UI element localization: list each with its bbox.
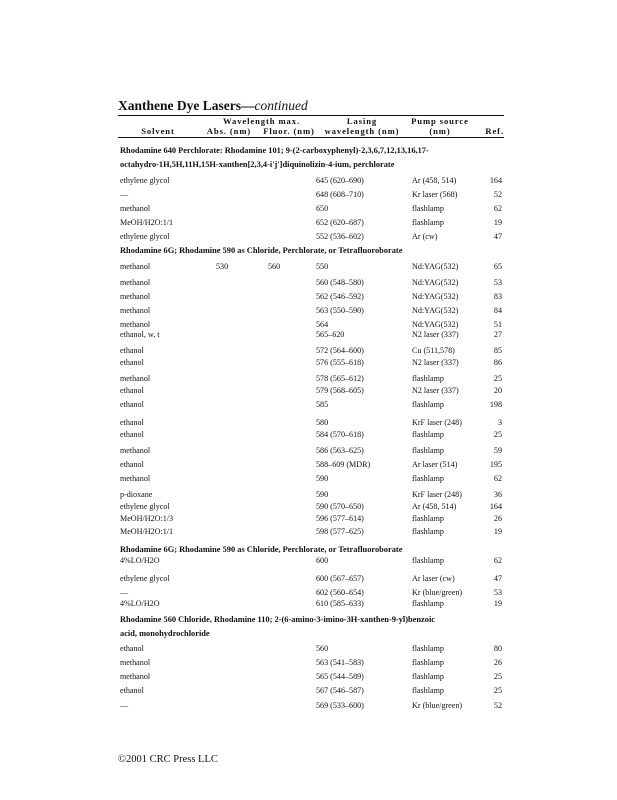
pump-cell: N2 laser (337) (412, 330, 459, 339)
table-row (0, 701, 617, 713)
ref-cell: 164 (489, 176, 502, 185)
table-row (0, 330, 617, 342)
section-heading: acid, monohydrochloride (120, 629, 210, 638)
table-row (0, 190, 617, 202)
header-pump-1: Pump source (411, 116, 469, 126)
ref-cell: 52 (493, 701, 502, 710)
ref-cell: 53 (493, 588, 502, 597)
ref-cell: 25 (493, 430, 502, 439)
lasing-cell: 588–609 (MDR) (316, 460, 371, 469)
lasing-cell: 586 (563–625) (316, 446, 364, 455)
pump-cell: flashlamp (412, 204, 444, 213)
solvent-cell: — (120, 701, 129, 710)
solvent-cell: methanol (120, 446, 151, 455)
ref-cell: 36 (493, 490, 502, 499)
table-row (0, 644, 617, 656)
table-row (0, 346, 617, 358)
pump-cell: flashlamp (412, 400, 444, 409)
table-row (0, 446, 617, 458)
table-row (0, 556, 617, 568)
lasing-cell: 565–620 (316, 330, 345, 339)
pump-cell: flashlamp (412, 658, 444, 667)
ref-cell: 62 (493, 204, 502, 213)
lasing-cell: 590 (316, 490, 329, 499)
ref-cell: 25 (493, 374, 502, 383)
table-row (0, 218, 617, 230)
solvent-cell: methanol (120, 204, 151, 213)
pump-cell: flashlamp (412, 430, 444, 439)
table-row (0, 176, 617, 188)
ref-cell: 65 (493, 262, 502, 271)
header-ref: Ref. (485, 126, 504, 136)
solvent-cell: ethanol (120, 686, 144, 695)
solvent-cell: ethylene glycol (120, 502, 170, 511)
table-row (0, 278, 617, 290)
pump-cell: N2 laser (337) (412, 358, 459, 367)
ref-cell: 80 (493, 644, 502, 653)
pump-cell: Ar laser (cw) (412, 574, 455, 583)
ref-cell: 25 (493, 686, 502, 695)
ref-cell: 20 (493, 386, 502, 395)
pump-cell: Nd:YAG(532) (412, 278, 459, 287)
solvent-cell: ethylene glycol (120, 176, 170, 185)
lasing-cell: 584 (570–618) (316, 430, 364, 439)
ref-cell: 51 (493, 320, 502, 329)
lasing-cell: 590 (316, 474, 329, 483)
ref-cell: 47 (493, 232, 502, 241)
ref-cell: 164 (489, 502, 502, 511)
pump-cell: Kr (blue/green) (412, 588, 463, 597)
section-heading: octahydro-1H,5H,11H,15H-xanthen[2,3,4-i'j']diquinolizin-4-ium, perchlorate (120, 160, 395, 169)
pump-cell: flashlamp (412, 672, 444, 681)
ref-cell: 84 (493, 306, 502, 315)
solvent-cell: ethanol (120, 418, 144, 427)
solvent-cell: methanol (120, 262, 151, 271)
ref-cell: 53 (493, 278, 502, 287)
solvent-cell: MeOH/H2O:1/3 (120, 514, 174, 523)
lasing-cell: 572 (564–600) (316, 346, 364, 355)
lasing-cell: 650 (316, 204, 329, 213)
lasing-cell: 602 (560–654) (316, 588, 364, 597)
lasing-cell: 552 (536–602) (316, 232, 364, 241)
lasing-cell: 600 (567–657) (316, 574, 364, 583)
fluor-cell: 560 (268, 262, 281, 271)
pump-cell: Kr (blue/green) (412, 701, 463, 710)
ref-cell: 19 (493, 599, 502, 608)
pump-cell: Cu (511,578) (412, 346, 455, 355)
pump-cell: flashlamp (412, 599, 444, 608)
pump-cell: flashlamp (412, 514, 444, 523)
pump-cell: KrF laser (248) (412, 490, 462, 499)
pump-cell: flashlamp (412, 644, 444, 653)
pump-cell: KrF laser (248) (412, 418, 462, 427)
lasing-cell: 590 (570–650) (316, 502, 364, 511)
solvent-cell: — (120, 190, 129, 199)
solvent-cell: ethanol (120, 358, 144, 367)
solvent-cell: ethanol (120, 400, 144, 409)
lasing-cell: 648 (608–710) (316, 190, 364, 199)
lasing-cell: 598 (577–625) (316, 527, 364, 536)
section-heading: Rhodamine 640 Perchlorate: Rhodamine 101; 9-(2-carboxyphenyl)-2,3,6,7,12,13,16,17- (120, 146, 429, 155)
header-solvent: Solvent (141, 126, 175, 136)
solvent-cell: methanol (120, 474, 151, 483)
table-row (0, 306, 617, 318)
header-abs: Abs. (nm) (206, 126, 252, 136)
solvent-cell: 4%LO/H2O (120, 599, 160, 608)
solvent-cell: p-dioxane (120, 490, 153, 499)
ref-cell: 52 (493, 190, 502, 199)
section-heading: Rhodamine 6G; Rhodamine 590 as Chloride, Perchlorate, or Tetrafluoroborate (120, 246, 403, 255)
solvent-cell: ethanol, w, t (120, 330, 160, 339)
table-row (0, 386, 617, 398)
lasing-cell: 563 (550–590) (316, 306, 364, 315)
lasing-cell: 560 (548–580) (316, 278, 364, 287)
ref-cell: 62 (493, 556, 502, 565)
solvent-cell: methanol (120, 292, 151, 301)
table-row (0, 204, 617, 216)
solvent-cell: methanol (120, 320, 151, 329)
ref-cell: 3 (497, 418, 502, 427)
solvent-cell: methanol (120, 278, 151, 287)
solvent-cell: ethanol (120, 386, 144, 395)
ref-cell: 195 (489, 460, 502, 469)
solvent-cell: — (120, 588, 129, 597)
pump-cell: Ar (458, 514) (412, 176, 457, 185)
lasing-cell: 580 (316, 418, 329, 427)
table-row (0, 474, 617, 486)
solvent-cell: methanol (120, 672, 151, 681)
table-row (0, 460, 617, 472)
solvent-cell: ethylene glycol (120, 232, 170, 241)
table-row (0, 400, 617, 412)
ref-cell: 26 (493, 658, 502, 667)
table-row (0, 490, 617, 502)
pump-cell: flashlamp (412, 474, 444, 483)
table-row (0, 658, 617, 670)
ref-cell: 62 (493, 474, 502, 483)
ref-cell: 47 (493, 574, 502, 583)
pump-cell: Ar (458, 514) (412, 502, 457, 511)
ref-cell: 19 (493, 218, 502, 227)
pump-cell: Nd:YAG(532) (412, 320, 459, 329)
lasing-cell: 645 (620–690) (316, 176, 364, 185)
header-lasing-1: Lasing (346, 116, 378, 126)
solvent-cell: 4%LO/H2O (120, 556, 160, 565)
table-row (0, 262, 617, 274)
table-row (0, 418, 617, 430)
lasing-cell: 579 (568–605) (316, 386, 364, 395)
ref-cell: 83 (493, 292, 502, 301)
lasing-cell: 567 (546–587) (316, 686, 364, 695)
header-wavelength-max: Wavelength max. (223, 116, 300, 126)
section-heading: Rhodamine 6G; Rhodamine 590 as Chloride, Perchlorate, or Tetrafluoroborate (120, 545, 403, 554)
pump-cell: flashlamp (412, 556, 444, 565)
table-row (0, 502, 617, 514)
pump-cell: Nd:YAG(532) (412, 306, 459, 315)
section-heading: Rhodamine 560 Chloride, Rhodamine 110; 2-(6-amino-3-imino-3H-xanthen-9-yl)benzoic (120, 615, 435, 624)
table-row (0, 358, 617, 370)
pump-cell: flashlamp (412, 527, 444, 536)
ref-cell: 85 (493, 346, 502, 355)
solvent-cell: ethanol (120, 644, 144, 653)
lasing-cell: 610 (585–633) (316, 599, 364, 608)
lasing-cell: 600 (316, 556, 329, 565)
lasing-cell: 562 (546–592) (316, 292, 364, 301)
solvent-cell: methanol (120, 658, 151, 667)
table-row (0, 574, 617, 586)
solvent-cell: ethylene glycol (120, 574, 170, 583)
solvent-cell: ethanol (120, 346, 144, 355)
ref-cell: 26 (493, 514, 502, 523)
table-row (0, 686, 617, 698)
lasing-cell: 564 (316, 320, 329, 329)
header-bottom-rule (118, 137, 504, 138)
table-row (0, 514, 617, 526)
lasing-cell: 569 (533–600) (316, 701, 364, 710)
pump-cell: flashlamp (412, 446, 444, 455)
ref-cell: 27 (493, 330, 502, 339)
ref-cell: 198 (489, 400, 502, 409)
table-row (0, 232, 617, 244)
solvent-cell: methanol (120, 306, 151, 315)
pump-cell: Kr laser (568) (412, 190, 458, 199)
ref-cell: 86 (493, 358, 502, 367)
title-main: Xanthene Dye Lasers— (118, 98, 255, 113)
copyright-footer: ©2001 CRC Press LLC (118, 754, 218, 765)
solvent-cell: ethanol (120, 460, 144, 469)
ref-cell: 19 (493, 527, 502, 536)
ref-cell: 59 (493, 446, 502, 455)
pump-cell: N2 laser (337) (412, 386, 459, 395)
lasing-cell: 578 (565–612) (316, 374, 364, 383)
lasing-cell: 563 (541–583) (316, 658, 364, 667)
abs-cell: 530 (216, 262, 229, 271)
pump-cell: Ar laser (514) (412, 460, 458, 469)
header-fluor: Fluor. (nm) (263, 126, 315, 136)
lasing-cell: 596 (577–614) (316, 514, 364, 523)
pump-cell: Ar (cw) (412, 232, 438, 241)
table-row (0, 292, 617, 304)
lasing-cell: 565 (544–589) (316, 672, 364, 681)
solvent-cell: MeOH/H2O:1/1 (120, 218, 174, 227)
table-title (118, 98, 308, 114)
header-pump-2: (nm) (429, 126, 451, 136)
lasing-cell: 560 (316, 644, 329, 653)
ref-cell: 25 (493, 672, 502, 681)
pump-cell: flashlamp (412, 218, 444, 227)
pump-cell: Nd:YAG(532) (412, 262, 459, 271)
table-row (0, 374, 617, 386)
pump-cell: flashlamp (412, 374, 444, 383)
lasing-cell: 576 (555–618) (316, 358, 364, 367)
header-lasing-2: wavelength (nm) (324, 126, 400, 136)
solvent-cell: methanol (120, 374, 151, 383)
table-row (0, 430, 617, 442)
solvent-cell: MeOH/H2O:1/1 (120, 527, 174, 536)
table-row (0, 599, 617, 611)
table-row (0, 672, 617, 684)
title-continued: continued (254, 98, 308, 113)
lasing-cell: 550 (316, 262, 329, 271)
lasing-cell: 585 (316, 400, 329, 409)
pump-cell: Nd:YAG(532) (412, 292, 459, 301)
solvent-cell: ethanol (120, 430, 144, 439)
lasing-cell: 652 (620–687) (316, 218, 364, 227)
table-row (0, 527, 617, 539)
pump-cell: flashlamp (412, 686, 444, 695)
